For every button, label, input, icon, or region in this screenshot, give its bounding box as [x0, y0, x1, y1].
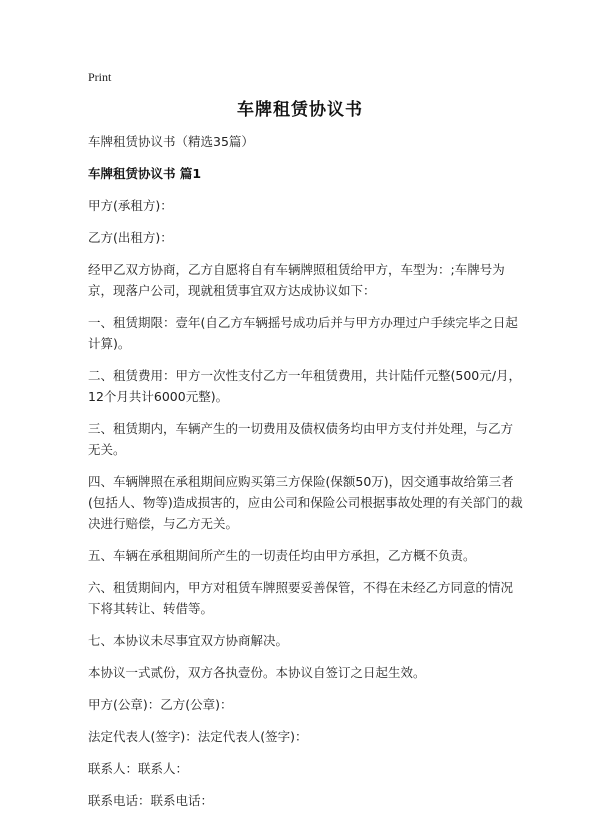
validity-paragraph: 本协议一式贰份，双方各执壹份。本协议自签订之日起生效。: [88, 665, 426, 680]
clause-1: 一、租赁期限：壹年(自乙方车辆摇号成功后并与甲方办理过户手续完毕之日起计算)。: [88, 315, 518, 351]
page-title: 车牌租赁协议书: [237, 100, 363, 120]
clause-3: 三、租赁期内，车辆产生的一切费用及债权债务均由甲方支付并处理，与乙方无关。: [88, 421, 514, 457]
print-link[interactable]: Print: [88, 70, 112, 84]
clause-6: 六、租赁期间内，甲方对租赁车牌照要妥善保管，不得在未经乙方同意的情况下将其转让、转借等。: [88, 580, 514, 616]
clause-7: 七、本协议未尽事宜双方协商解决。: [88, 633, 289, 648]
contact-person-line: 联系人：联系人：: [88, 761, 189, 776]
seal-line: 甲方(公章)：乙方(公章)：: [88, 697, 233, 712]
intro-paragraph: 经甲乙双方协商，乙方自愿将自有车辆牌照租赁给甲方，车型为：;车牌号为京，现落户公司，现就租赁事宜双方达成协议如下：: [88, 262, 505, 298]
party-b-line: 乙方(出租方)：: [88, 230, 173, 245]
clause-4: 四、车辆牌照在承租期间应购买第三方保险(保额50万)，因交通事故给第三者(包括人、物等)造成损害的，应由公司和保险公司根据事故处理的有关部门的裁决进行赔偿，与乙方无关。: [88, 474, 523, 531]
section-heading: 车牌租赁协议书 篇1: [88, 166, 202, 181]
clause-5: 五、车辆在承租期间所产生的一切责任均由甲方承担，乙方概不负责。: [88, 548, 476, 563]
document-body: [88, 131, 524, 822]
document-subtitle: 车牌租赁协议书（精选35篇）: [88, 134, 254, 149]
representative-line: 法定代表人(签字)：法定代表人(签字)：: [88, 729, 308, 744]
party-a-line: 甲方(承租方)：: [88, 198, 173, 213]
clause-2: 二、租赁费用：甲方一次性支付乙方一年租赁费用，共计陆仟元整(500元/月，12个月共计6000元整)。: [88, 368, 521, 404]
contact-phone-line: 联系电话：联系电话：: [88, 793, 214, 808]
